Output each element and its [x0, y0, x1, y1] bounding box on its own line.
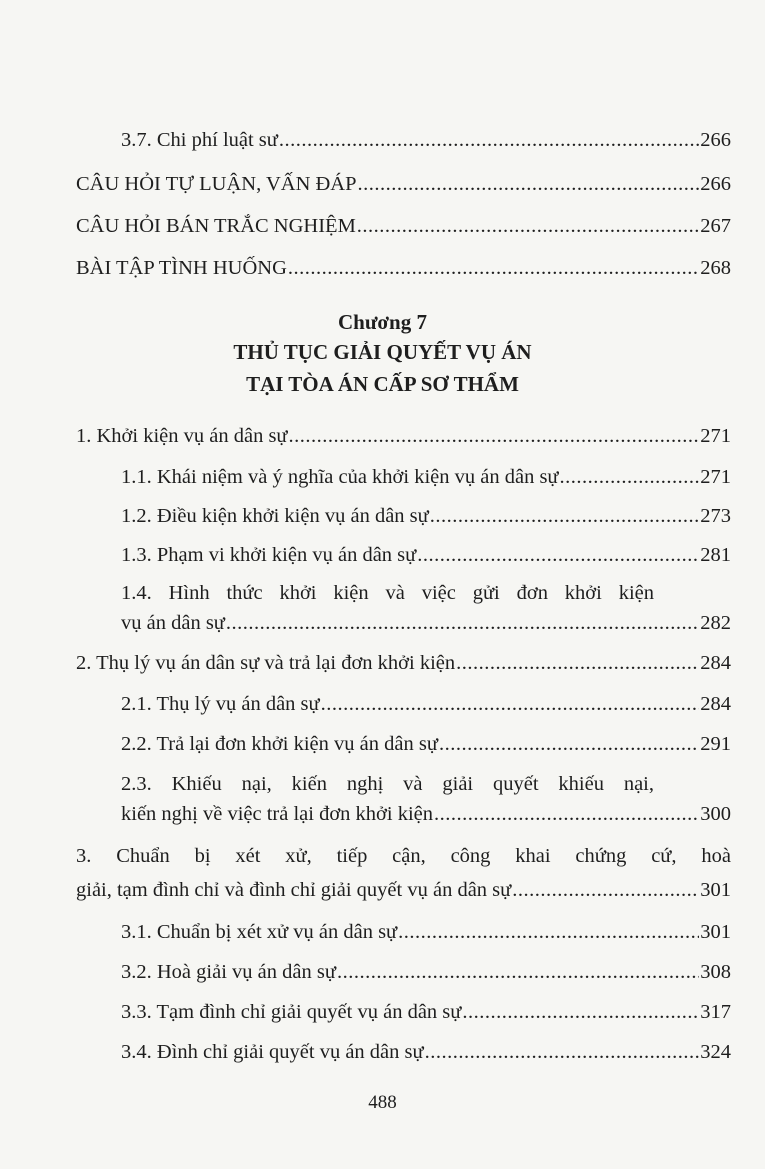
- toc-entry-title: 1.2. Điều kiện khởi kiện vụ án dân sự: [121, 505, 429, 527]
- toc-entry-title: 2. Thụ lý vụ án dân sự và trả lại đơn khởi kiện: [76, 652, 456, 674]
- chapter-title-line2: TẠI TÒA ÁN CẤP SƠ THẨM: [246, 372, 519, 396]
- toc-entry-page: 291: [700, 733, 731, 755]
- toc-entry-title: vụ án dân sự: [121, 612, 225, 634]
- toc-entry: [121, 545, 731, 566]
- toc-leader-dots: [462, 1002, 699, 1023]
- toc-entry: [76, 216, 731, 237]
- toc-entry-title: BÀI TẬP TÌNH HUỐNG: [76, 257, 287, 279]
- toc-entry-title: 2.2. Trả lại đơn khởi kiện vụ án dân sự: [121, 733, 438, 755]
- toc-leader-dots: [512, 880, 699, 901]
- toc-leader-dots: [226, 613, 699, 634]
- toc-leader-dots: [289, 426, 700, 447]
- toc-leader-dots: [357, 216, 699, 237]
- toc-entry-page: 284: [700, 693, 731, 715]
- toc-entry: [121, 804, 731, 825]
- toc-entry-page: 301: [700, 921, 731, 943]
- toc-leader-dots: [425, 1042, 700, 1063]
- toc-entry-page: 266: [700, 173, 731, 195]
- toc-entry: [121, 1002, 731, 1023]
- toc-leader-dots: [337, 962, 699, 983]
- toc-entry: [121, 1042, 731, 1063]
- toc-entry-title: 1. Khởi kiện vụ án dân sự: [76, 425, 288, 447]
- toc-entry-page: 301: [700, 879, 731, 901]
- toc-entry-title: 3.7. Chi phí luật sư: [121, 129, 278, 151]
- toc-leader-dots: [560, 467, 700, 488]
- toc-entry-title: giải, tạm đình chỉ và đình chỉ giải quyết vụ án dân sự: [76, 879, 512, 901]
- toc-entry-page: 300: [700, 803, 731, 825]
- toc-entry-page: 308: [700, 961, 731, 983]
- toc-entry-title-line1: 2.3. Khiếu nại, kiến nghị và giải quyết khiếu nại,: [121, 773, 654, 795]
- toc-entry-title: 3.3. Tạm đình chỉ giải quyết vụ án dân sự: [121, 1001, 462, 1023]
- toc-entry-title: CÂU HỎI BÁN TRẮC NGHIỆM: [76, 215, 356, 237]
- toc-entry-page: 271: [700, 425, 731, 447]
- toc-leader-dots: [321, 694, 700, 715]
- toc-leader-dots: [398, 922, 699, 943]
- toc-entry-title: kiến nghị về việc trả lại đơn khởi kiện: [121, 803, 434, 825]
- toc-leader-dots: [439, 734, 699, 755]
- toc-leader-dots: [434, 804, 699, 825]
- toc-entry: [121, 467, 731, 488]
- toc-entry-title: 1.3. Phạm vi khởi kiện vụ án dân sự: [121, 544, 417, 566]
- toc-entry: [76, 653, 731, 674]
- toc-entry: [76, 258, 731, 279]
- toc-entry-page: 267: [700, 215, 731, 237]
- toc-leader-dots: [456, 653, 699, 674]
- toc-leader-dots: [358, 174, 700, 195]
- page-number: 488: [368, 1092, 397, 1113]
- chapter-title-line1: THỦ TỤC GIẢI QUYẾT VỤ ÁN: [233, 340, 532, 364]
- toc-entry: [121, 734, 731, 755]
- toc-entry-page: 281: [700, 544, 731, 566]
- toc-entry: [76, 174, 731, 195]
- toc-entry: [121, 506, 731, 527]
- toc-entry-page: 284: [700, 652, 731, 674]
- toc-leader-dots: [417, 545, 699, 566]
- toc-entry-page: 317: [700, 1001, 731, 1023]
- toc-entry-page: 324: [700, 1041, 731, 1063]
- toc-entry: [76, 880, 731, 901]
- toc-entry-page: 271: [700, 466, 731, 488]
- toc-leader-dots: [279, 130, 699, 151]
- toc-entry-page: 273: [700, 505, 731, 527]
- toc-entry-title: 3.4. Đình chỉ giải quyết vụ án dân sự: [121, 1041, 424, 1063]
- toc-entry-title: CÂU HỎI TỰ LUẬN, VẤN ĐÁP: [76, 173, 357, 195]
- toc-entry: [121, 962, 731, 983]
- toc-entry: [121, 130, 731, 151]
- toc-leader-dots: [288, 258, 699, 279]
- toc-entry-title: 1.1. Khái niệm và ý nghĩa của khởi kiện vụ án dân sự: [121, 466, 559, 488]
- toc-entry-title-line1: 3. Chuẩn bị xét xử, tiếp cận, công khai chứng cứ, hoà: [76, 845, 731, 867]
- toc-entry-title: 2.1. Thụ lý vụ án dân sự: [121, 693, 320, 715]
- toc-entry-title: 3.1. Chuẩn bị xét xử vụ án dân sự: [121, 921, 398, 943]
- toc-entry: [121, 613, 731, 634]
- toc-entry-title: 3.2. Hoà giải vụ án dân sự: [121, 961, 336, 983]
- toc-leader-dots: [430, 506, 699, 527]
- toc-entry: [121, 922, 731, 943]
- toc-entry: [121, 694, 731, 715]
- toc-entry-page: 266: [700, 129, 731, 151]
- toc-entry-page: 282: [700, 612, 731, 634]
- toc-entry: [76, 426, 731, 447]
- chapter-number: Chương 7: [337, 310, 427, 334]
- toc-entry-page: 268: [700, 257, 731, 279]
- toc-entry-title-line1: 1.4. Hình thức khởi kiện và việc gửi đơn khởi kiện: [121, 582, 654, 604]
